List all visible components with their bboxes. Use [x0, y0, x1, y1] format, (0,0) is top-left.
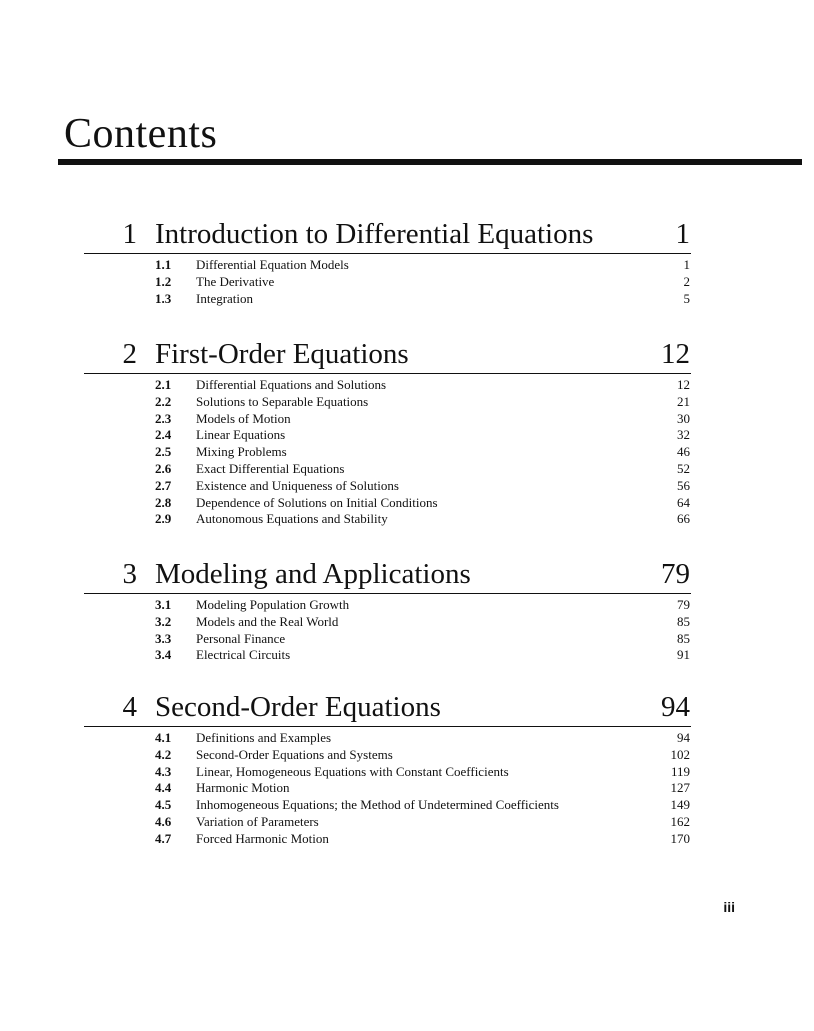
section-number: 3.4	[155, 647, 172, 663]
chapter-number: 3	[122, 558, 137, 590]
section-entry[interactable]	[0, 394, 814, 411]
section-page: 119	[670, 763, 690, 779]
chapter-3	[0, 557, 814, 663]
section-title: Definitions and Examples	[196, 730, 332, 745]
section-number: 4.6	[155, 813, 172, 829]
section-list	[0, 730, 814, 848]
section-entry[interactable]	[0, 631, 814, 648]
chapter-number: 1	[122, 218, 137, 250]
section-number: 2.1	[155, 377, 172, 392]
chapter-rule	[84, 593, 691, 594]
section-entry[interactable]	[0, 614, 814, 631]
section-entry[interactable]	[0, 461, 814, 478]
section-page: 46	[677, 444, 690, 460]
section-page: 149	[670, 797, 690, 813]
section-list	[0, 257, 814, 307]
section-number: 2.9	[155, 511, 172, 527]
section-page: 85	[677, 630, 690, 646]
section-list	[0, 597, 814, 664]
section-title: Differential Equation Models	[196, 257, 349, 272]
section-title: Harmonic Motion	[196, 780, 290, 796]
section-page: 85	[677, 613, 690, 629]
section-title: Inhomogeneous Equations; the Method of Undetermined Coefficients	[196, 797, 559, 813]
chapter-title: First-Order Equations	[155, 338, 409, 370]
section-entry[interactable]	[0, 814, 814, 831]
section-list	[0, 377, 814, 528]
section-page: 32	[677, 427, 690, 443]
section-entry[interactable]	[0, 274, 814, 291]
chapter-page: 79	[661, 558, 690, 590]
section-title: Mixing Problems	[196, 444, 287, 460]
section-entry[interactable]	[0, 747, 814, 764]
section-entry[interactable]	[0, 427, 814, 444]
section-page: 127	[670, 780, 690, 796]
section-entry[interactable]	[0, 257, 814, 274]
title-rule	[58, 159, 802, 165]
section-page: 5	[683, 290, 690, 306]
chapter-page: 94	[661, 691, 690, 723]
section-number: 2.7	[155, 477, 172, 493]
section-entry[interactable]	[0, 377, 814, 394]
section-number: 4.7	[155, 830, 172, 846]
chapter-number: 4	[122, 691, 137, 723]
chapter-page: 1	[675, 218, 690, 250]
section-title: Differential Equations and Solutions	[196, 377, 387, 392]
section-page: 21	[677, 393, 690, 409]
section-page: 1	[683, 257, 690, 272]
section-title: Autonomous Equations and Stability	[196, 511, 388, 527]
page-number: iii	[723, 899, 735, 915]
section-page: 79	[677, 597, 690, 612]
chapter-rule	[84, 253, 691, 254]
page-title: Contents	[64, 111, 218, 157]
section-number: 2.6	[155, 460, 172, 476]
chapter-title: Introduction to Differential Equations	[155, 218, 594, 250]
section-title: Linear Equations	[196, 427, 286, 443]
chapter-heading[interactable]	[0, 337, 814, 371]
section-number: 4.3	[155, 763, 172, 779]
chapter-number: 2	[122, 338, 137, 370]
section-entry[interactable]	[0, 730, 814, 747]
section-number: 2.2	[155, 393, 172, 409]
section-page: 102	[670, 746, 690, 762]
chapter-heading[interactable]	[0, 217, 814, 251]
section-number: 4.4	[155, 780, 172, 796]
section-title: Models and the Real World	[196, 613, 339, 629]
section-title: Personal Finance	[196, 630, 286, 646]
chapter-heading[interactable]	[0, 557, 814, 591]
chapter-title: Second-Order Equations	[155, 691, 441, 723]
section-title: Dependence of Solutions on Initial Conditions	[196, 494, 438, 510]
section-page: 52	[677, 460, 690, 476]
chapter-page: 12	[661, 338, 690, 370]
section-entry[interactable]	[0, 291, 814, 308]
chapter-2	[0, 337, 814, 527]
section-title: Forced Harmonic Motion	[196, 830, 329, 846]
section-entry[interactable]	[0, 478, 814, 495]
section-entry[interactable]	[0, 831, 814, 848]
section-number: 1.1	[155, 257, 172, 272]
section-page: 56	[677, 477, 690, 493]
section-title: Existence and Uniqueness of Solutions	[196, 477, 399, 493]
section-number: 2.5	[155, 444, 172, 460]
chapter-4	[0, 690, 814, 846]
section-number: 4.5	[155, 797, 172, 813]
chapter-rule	[84, 373, 691, 374]
section-number: 4.2	[155, 746, 172, 762]
section-page: 94	[677, 730, 690, 745]
section-number: 2.3	[155, 410, 172, 426]
section-page: 162	[670, 813, 690, 829]
section-number: 4.1	[155, 730, 172, 745]
section-entry[interactable]	[0, 444, 814, 461]
section-entry[interactable]	[0, 411, 814, 428]
section-number: 3.2	[155, 613, 172, 629]
chapter-rule	[84, 726, 691, 727]
section-entry[interactable]	[0, 495, 814, 512]
section-title: The Derivative	[196, 273, 275, 289]
section-title: Second-Order Equations and Systems	[196, 746, 393, 762]
section-number: 1.3	[155, 290, 172, 306]
chapter-1	[0, 217, 814, 306]
section-entry[interactable]	[0, 511, 814, 528]
section-page: 30	[677, 410, 690, 426]
section-page: 12	[677, 377, 690, 392]
section-entry[interactable]	[0, 597, 814, 614]
section-title: Electrical Circuits	[196, 647, 291, 663]
section-entry[interactable]	[0, 764, 814, 781]
section-page: 64	[677, 494, 690, 510]
section-number: 3.1	[155, 597, 172, 612]
section-entry[interactable]	[0, 647, 814, 664]
section-title: Models of Motion	[196, 410, 291, 426]
chapter-heading[interactable]	[0, 690, 814, 724]
section-title: Variation of Parameters	[196, 813, 319, 829]
chapter-title: Modeling and Applications	[155, 558, 471, 590]
section-entry[interactable]	[0, 780, 814, 797]
section-page: 66	[677, 511, 690, 527]
section-title: Modeling Population Growth	[196, 597, 350, 612]
section-page: 91	[677, 647, 690, 663]
section-title: Linear, Homogeneous Equations with Constant Coefficients	[196, 763, 509, 779]
section-number: 2.8	[155, 494, 172, 510]
section-number: 2.4	[155, 427, 172, 443]
section-title: Solutions to Separable Equations	[196, 393, 369, 409]
section-page: 170	[670, 830, 690, 846]
section-title: Exact Differential Equations	[196, 460, 345, 476]
section-number: 3.3	[155, 630, 172, 646]
section-title: Integration	[196, 290, 254, 306]
section-number: 1.2	[155, 273, 172, 289]
section-entry[interactable]	[0, 797, 814, 814]
section-page: 2	[683, 273, 690, 289]
